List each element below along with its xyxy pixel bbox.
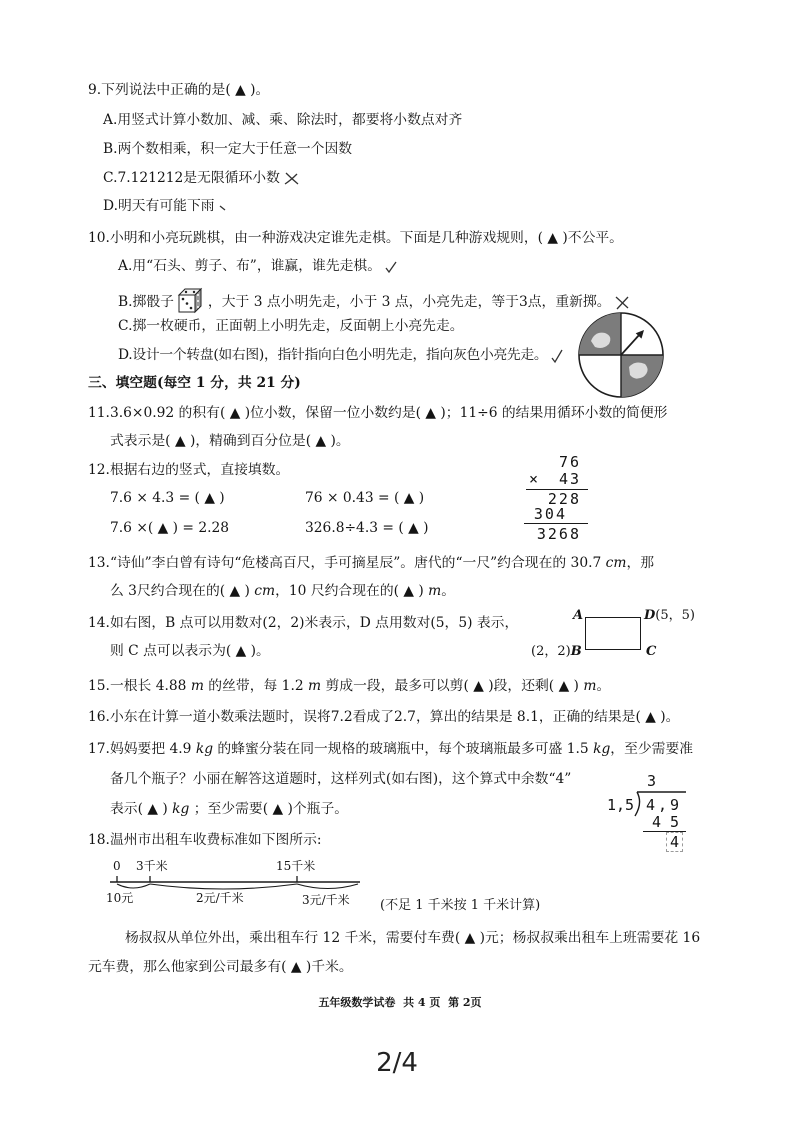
question-9-option-c-text: C.7.121212是无限循环小数 <box>103 170 280 186</box>
question-13-line-1 <box>88 553 654 573</box>
point-letter: A <box>573 608 584 623</box>
question-17-line-1 <box>88 739 693 759</box>
unit-label: cm <box>605 555 627 571</box>
text-segment: 13.“诗仙”李白曾有诗句“危楼高百尺，手可摘星辰”。唐代的“一尺”约合现在的 30.7 <box>88 555 606 571</box>
question-18-paragraph-line-1: 杨叔叔从单位外出，乘出租车行 12 千米，需要付车费( ▲ )元；杨叔叔乘出租车上班需要花 16 <box>125 930 701 946</box>
vertical-multiplicand: 76 <box>558 453 581 471</box>
point-coordinate: (5，5) <box>655 608 695 623</box>
unit-label: kg <box>593 741 611 757</box>
question-9-option-b: B.两个数相乘，积一定大于任意一个因数 <box>103 141 353 157</box>
text-segment: ，至少需要准 <box>610 741 694 757</box>
vertical-multiplier: 43 <box>558 470 581 488</box>
question-12-item: 7.6 ×( ▲ ) = 2.28 <box>110 520 230 536</box>
handwritten-cross-mark-icon <box>614 295 630 311</box>
question-10-option-d <box>118 345 564 365</box>
text-segment: 的蜂蜜分装在同一规格的玻璃瓶中，每个玻璃瓶最多可盛 1.5 <box>213 741 594 757</box>
division-dividend: 4,9 <box>646 796 683 814</box>
question-16: 16.小东在计算一道小数乘法题时，误将7.2看成了2.7，算出的结果是 8.1，正确的结果是( ▲ )。 <box>88 709 680 725</box>
question-9-option-d-text: D.明天有可能下雨 <box>103 198 215 214</box>
fare-label-base: 10元 <box>106 891 134 905</box>
question-9-option-c <box>103 168 301 188</box>
question-10-option-b-after: ，大于 3 点小明先走，小于 3 点，小亮先走，等于3点，重新掷。 <box>207 294 611 310</box>
text-segment: 剪成一段，最多可以剪( ▲ )段，还剩( ▲ ) <box>321 678 584 694</box>
rectangle-abcd <box>585 617 641 650</box>
segment-brace <box>297 884 358 889</box>
question-17-line-3 <box>110 799 348 819</box>
unit-label: m <box>428 583 442 599</box>
text-segment: 。 <box>441 583 456 599</box>
question-10-stem: 10.小明和小亮玩跳棋，由一种游戏决定谁先走棋。下面是几种游戏规则，( ▲ )不公平。 <box>88 230 623 246</box>
fare-rounding-note: (不足 1 千米按 1 千米计算) <box>380 898 541 913</box>
question-14-line-1: 14.如右图，B 点可以用数对(2，2)米表示，D 点用数对(5，5) 表示， <box>88 615 519 631</box>
question-10-option-b <box>118 286 630 314</box>
unit-label: kg <box>172 801 190 817</box>
text-segment: 。 <box>596 678 611 694</box>
question-14-line-2: 则 C 点可以表示为( ▲ )。 <box>110 643 270 659</box>
question-12-stem: 12.根据右边的竖式，直接填数。 <box>88 462 290 478</box>
point-letter: C <box>646 644 657 659</box>
dice-icon <box>176 286 206 314</box>
text-segment: 17.妈妈要把 4.9 <box>88 741 196 757</box>
unit-label: m <box>583 678 597 694</box>
division-subtrahend: 4 5 <box>652 813 680 831</box>
division-remainder-value: 4 <box>666 832 683 852</box>
point-c-label <box>646 642 656 662</box>
vertical-partial-product-1: 228 <box>547 490 581 508</box>
question-10-option-a <box>118 256 398 276</box>
text-segment: ，10 尺约合现在的( ▲ ) <box>275 583 429 599</box>
point-a-label <box>573 606 583 626</box>
distance-label-15km: 15千米 <box>276 859 316 873</box>
question-10-option-a-text: A.用“石头、剪子、布”，谁赢，谁先走棋。 <box>118 258 382 274</box>
unit-label: m <box>308 678 322 694</box>
text-segment: ；至少需要( ▲ )个瓶子。 <box>189 801 349 817</box>
question-9-stem: 9.下列说法中正确的是( ▲ )。 <box>88 82 270 98</box>
question-11-line-2: 式表示是( ▲ )，精确到百分位是( ▲ )。 <box>110 433 350 449</box>
point-letter: B <box>570 644 582 659</box>
division-divisor: 1,5 <box>607 796 635 814</box>
question-18-paragraph-line-2: 元车费，那么他家到公司最多有( ▲ )千米。 <box>88 959 353 975</box>
distance-label-start: 0 <box>113 859 121 873</box>
division-quotient: 3 <box>647 772 657 790</box>
point-b-label <box>531 642 582 662</box>
point-letter: D <box>644 608 656 623</box>
spinner-diagram <box>577 311 665 399</box>
section-title: 三、填空题(每空 1 分，共 21 分) <box>88 375 301 391</box>
question-15 <box>88 676 610 696</box>
question-10-option-c: C.掷一枚硬币，正面朝上小明先走，反面朝上小亮先走。 <box>118 318 464 334</box>
question-17-line-2: 备几个瓶子？小丽在解答这道题时，这样列式(如右图)，这个算式中余数“4” <box>110 771 572 787</box>
unit-label: cm <box>254 583 276 599</box>
question-9-option-a: A.用竖式计算小数加、减、乘、除法时，都要将小数点对齐 <box>103 112 463 128</box>
unit-label: m <box>190 678 204 694</box>
question-9-option-d <box>103 196 227 216</box>
question-12-item: 76 × 0.43 = ( ▲ ) <box>305 490 425 506</box>
page-indicator: 2/4 <box>376 1048 418 1078</box>
handwritten-tick-mark-icon <box>384 260 398 274</box>
division-remainder <box>666 832 683 852</box>
distance-label-3km: 3千米 <box>136 859 168 873</box>
point-d-label <box>644 606 695 626</box>
question-10-option-d-text: D.设计一个转盘(如右图)，指针指向白色小明先走，指向灰色小亮先走。 <box>118 347 548 363</box>
vertical-operator: × <box>529 470 539 488</box>
text-segment: 表示( ▲ ) <box>110 801 173 817</box>
vertical-partial-product-2: 304 <box>533 505 567 523</box>
fare-label-middle: 2元/千米 <box>196 891 244 905</box>
page-footer: 五年级数学试卷 共 4 页 第 2页 <box>318 996 482 1009</box>
question-11-line-1: 11.3.6×0.92 的积有( ▲ )位小数，保留一位小数约是( ▲ )；11÷6 的结果用循环小数的简便形 <box>88 405 668 421</box>
segment-brace <box>117 884 150 888</box>
text-segment: ，那 <box>626 555 655 571</box>
question-12-item: 7.6 × 4.3 = ( ▲ ) <box>110 490 225 506</box>
text-segment: 么 3尺约合现在的( ▲ ) <box>110 583 255 599</box>
question-13-line-2 <box>110 581 455 601</box>
fare-label-long: 3元/千米 <box>302 893 350 907</box>
question-10-option-b-before: B.掷骰子 <box>118 294 174 310</box>
text-segment: 的丝带，每 1.2 <box>203 678 309 694</box>
unit-label: kg <box>195 741 214 757</box>
question-18-stem: 18.温州市出租车收费标准如下图所示: <box>88 832 322 848</box>
question-12-item: 326.8÷4.3 = ( ▲ ) <box>305 520 429 536</box>
handwritten-cross-mark-icon <box>283 171 301 187</box>
text-segment: 15.一根长 4.88 <box>88 678 191 694</box>
handwritten-tick-mark-icon <box>550 348 564 364</box>
handwritten-dot-mark-icon <box>218 201 227 213</box>
vertical-product: 3268 <box>536 525 581 543</box>
point-coordinate: (2，2) <box>531 644 571 659</box>
